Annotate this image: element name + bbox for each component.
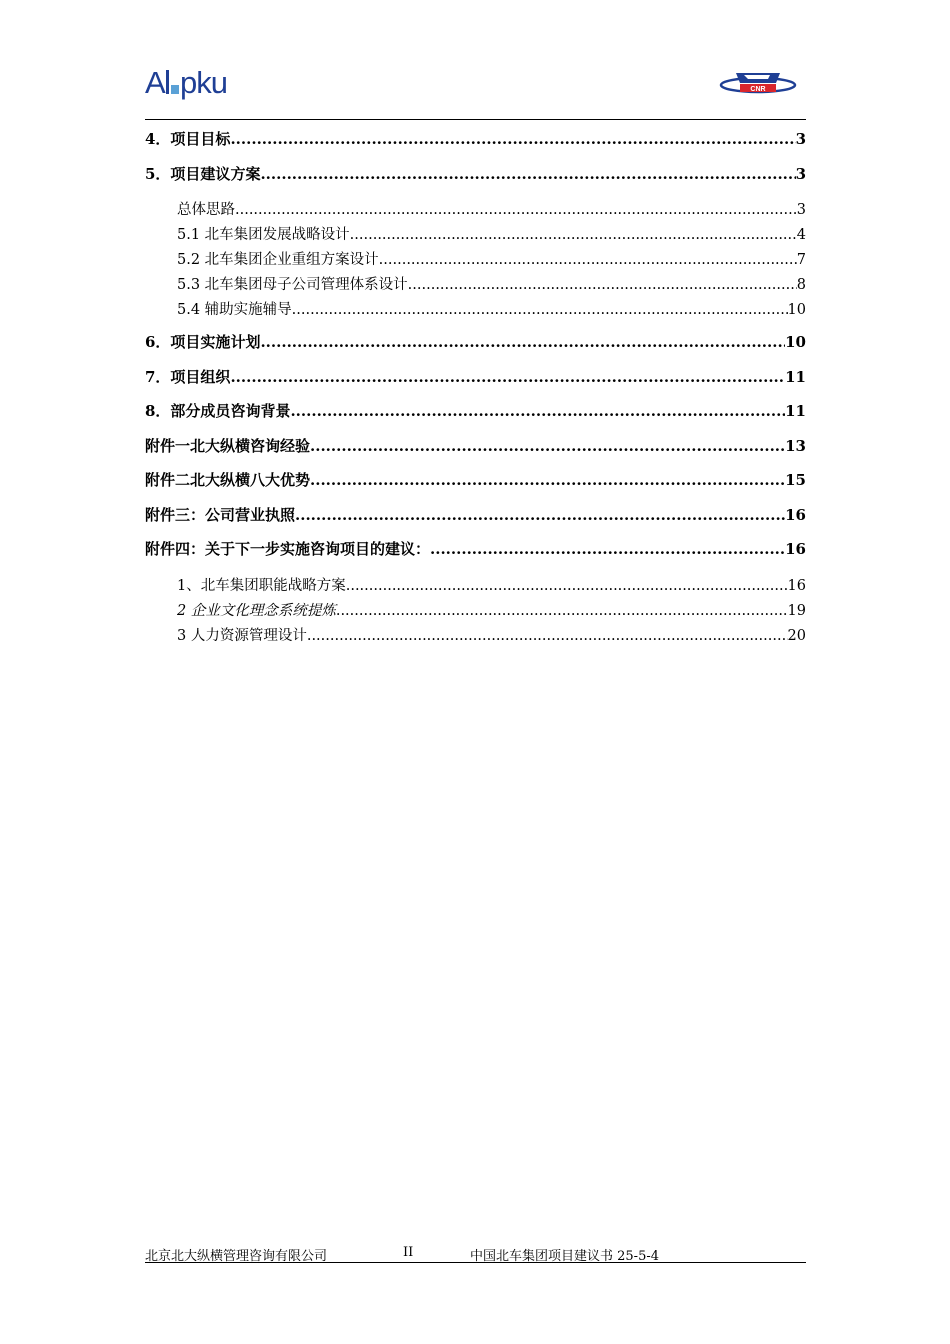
toc-entry-page: 8 — [796, 277, 806, 293]
toc-leader-dots — [260, 162, 795, 186]
toc-leader-dots — [310, 434, 785, 458]
svg-text:CNR: CNR — [750, 86, 766, 93]
toc-entry-label: 7．项目组织 — [145, 367, 231, 386]
toc-entry-label: 附件一北大纵横咨询经验 — [145, 436, 311, 455]
toc-entry[interactable] — [145, 223, 806, 248]
toc-entry-page: 11 — [785, 367, 806, 386]
toc-entry-page: 3 — [795, 130, 806, 148]
toc-entry[interactable] — [145, 198, 806, 223]
toc-entry-label: 2 企业文化理念系统提炼 — [177, 602, 336, 619]
toc-leader-dots — [408, 273, 797, 297]
toc-entry-label: 附件三：公司营业执照 — [145, 505, 296, 524]
toc-leader-dots — [295, 503, 785, 527]
toc-entry[interactable] — [145, 503, 806, 538]
toc-entry[interactable] — [145, 434, 806, 469]
toc-entry-label: 8．部分成员咨询背景 — [145, 402, 291, 420]
toc-entry-label: 5.4 辅助实施辅导 — [177, 302, 292, 318]
toc-entry-page: 13 — [785, 436, 806, 455]
toc-leader-dots — [230, 127, 795, 151]
toc-entry-page: 4 — [796, 227, 806, 243]
toc-entry-label: 3 人力资源管理设计 — [177, 627, 307, 644]
header-rule — [145, 119, 806, 120]
toc-leader-dots — [379, 248, 797, 272]
toc-leader-dots — [336, 599, 788, 623]
toc-entry-label: 1、北车集团职能战略方案 — [177, 577, 346, 594]
footer-company: 北京北大纵横管理咨询有限公司 — [145, 1249, 328, 1264]
toc-entry-label: 附件二北大纵横八大优势 — [145, 471, 311, 489]
toc-entry-label: 6．项目实施计划 — [145, 333, 261, 351]
toc-leader-dots — [350, 223, 797, 247]
toc-entry-page: 10 — [785, 333, 806, 351]
toc-entry[interactable] — [145, 162, 806, 197]
toc-leader-dots — [260, 330, 785, 354]
toc-entry[interactable] — [145, 468, 806, 503]
toc-entry-label: 5．项目建议方案 — [145, 164, 261, 183]
toc-entry[interactable] — [145, 127, 806, 162]
cnr-logo — [718, 68, 798, 98]
toc-leader-dots — [430, 537, 785, 561]
toc-leader-dots — [235, 198, 797, 222]
toc-entry[interactable] — [145, 365, 806, 400]
toc-entry[interactable] — [145, 273, 806, 298]
toc-entry[interactable] — [145, 624, 806, 649]
toc-entry-label: 5.1 北车集团发展战略设计 — [177, 227, 350, 243]
toc-entry-page: 16 — [785, 505, 806, 524]
footer-page-number: II — [403, 1245, 414, 1260]
toc-entry-page: 7 — [796, 252, 806, 268]
svg-text:pku: pku — [180, 66, 227, 100]
page-footer — [145, 1245, 806, 1264]
toc-entry-page: 16 — [785, 540, 806, 558]
footer-doc-title: 中国北车集团项目建议书 25-5-4 — [470, 1249, 660, 1264]
toc-leader-dots — [307, 624, 788, 648]
toc-leader-dots — [290, 399, 785, 423]
toc-entry[interactable] — [145, 537, 806, 572]
toc-entry-label: 5.2 北车集团企业重组方案设计 — [177, 252, 379, 268]
toc-leader-dots — [310, 468, 785, 492]
alpku-logo — [145, 66, 245, 108]
toc-entry-page: 19 — [787, 602, 806, 619]
toc-entry[interactable] — [145, 599, 806, 624]
toc-entry-page: 20 — [787, 627, 806, 644]
toc-entry-label: 总体思路 — [177, 202, 235, 218]
toc-leader-dots — [292, 298, 788, 322]
toc-entry-label: 5.3 北车集团母子公司管理体系设计 — [177, 277, 408, 293]
toc-entry-label: 附件四：关于下一步实施咨询项目的建议： — [145, 540, 431, 558]
page-header — [145, 60, 806, 120]
toc-entry-page: 3 — [795, 164, 806, 183]
cnr-logo-mark — [718, 68, 798, 98]
table-of-contents — [145, 127, 806, 649]
toc-entry-page: 11 — [785, 402, 806, 420]
svg-text:A: A — [145, 66, 165, 100]
toc-entry[interactable] — [145, 330, 806, 365]
toc-leader-dots — [346, 574, 788, 598]
toc-entry-label: 4．项目目标 — [145, 130, 231, 148]
toc-entry[interactable] — [145, 574, 806, 599]
alpku-logo-mark — [145, 66, 245, 100]
toc-entry-page: 10 — [787, 302, 806, 318]
toc-entry[interactable] — [145, 298, 806, 323]
toc-entry-page: 15 — [785, 471, 806, 489]
toc-entry-page: 16 — [787, 577, 806, 594]
toc-entry[interactable] — [145, 399, 806, 434]
toc-leader-dots — [230, 365, 785, 389]
footer-rule — [145, 1262, 806, 1263]
toc-entry[interactable] — [145, 248, 806, 273]
toc-entry-page: 3 — [796, 202, 806, 218]
